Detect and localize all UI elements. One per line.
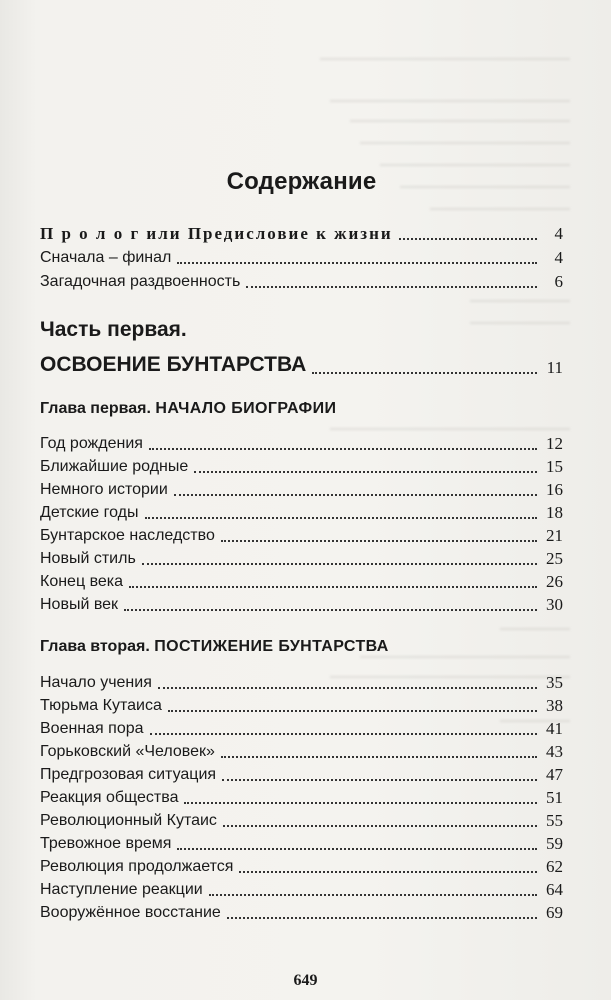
chapter-prefix: Глава вторая.	[40, 638, 150, 655]
toc-entry-page: 64	[546, 880, 563, 899]
leader-dots	[399, 238, 537, 240]
toc-entry-label: Наступление реакции	[40, 881, 203, 898]
toc-entry-page: 51	[546, 788, 563, 807]
toc-entry-page: 4	[554, 248, 563, 267]
toc-entry-label: П р о л о г или Предисловие к жизни	[40, 224, 393, 243]
toc-entry-page: 12	[546, 434, 563, 453]
leader-dots	[246, 286, 537, 288]
toc-entry-label: Вооружённое восстание	[40, 904, 221, 921]
leader-dots	[227, 917, 537, 919]
toc-entry	[40, 740, 563, 762]
toc-entry	[40, 671, 563, 693]
leader-dots	[129, 586, 537, 588]
toc-entry-label: Новый стиль	[40, 550, 136, 567]
toc-entry	[40, 786, 563, 808]
leader-dots	[239, 871, 537, 873]
toc-entry	[40, 270, 563, 292]
chapter-heading	[40, 400, 336, 418]
leader-dots	[222, 779, 537, 781]
toc-entry-page: 4	[554, 224, 563, 243]
part-heading-line2: ОСВОЕНИЕ БУНТАРСТВА	[40, 353, 307, 376]
toc-entry-label: Новый век	[40, 596, 119, 613]
toc-entry	[40, 246, 563, 268]
toc-entry-page: 62	[546, 857, 563, 876]
leader-dots	[184, 802, 537, 804]
toc-entry	[40, 717, 563, 739]
toc-entry	[40, 809, 563, 831]
toc-entry-page: 6	[554, 272, 563, 291]
toc-entry-page: 26	[546, 572, 563, 591]
toc-entry-label: Сначала – финал	[40, 249, 172, 266]
toc-entry-page: 41	[546, 719, 563, 738]
chapter-name: НАЧАЛО БИОГРАФИИ	[155, 400, 337, 417]
leader-dots	[168, 710, 537, 712]
toc-entry-label: Революция продолжается	[40, 858, 234, 875]
leader-dots	[150, 733, 537, 735]
page-title: Содержание	[226, 168, 377, 195]
toc-entry	[40, 855, 563, 877]
toc-entry	[40, 878, 563, 900]
toc-entry-label: Горьковский «Человек»	[40, 743, 215, 760]
toc-entry-page: 11	[546, 358, 563, 377]
leader-dots	[142, 563, 537, 565]
leader-dots	[221, 540, 537, 542]
toc-entry-prologue	[40, 222, 563, 244]
leader-dots	[312, 372, 537, 374]
toc-entry-label: Военная пора	[40, 720, 144, 737]
toc-entry-page: 35	[546, 673, 563, 692]
toc-entry	[40, 455, 563, 477]
toc-entry-label: Загадочная раздвоенность	[40, 273, 241, 290]
toc-entry-page: 69	[546, 903, 563, 922]
toc-entry-label: Тюрьма Кутаиса	[40, 697, 162, 714]
toc-entry-page: 47	[546, 765, 563, 784]
chapter-heading	[40, 638, 389, 656]
toc-entry	[40, 501, 563, 523]
leader-dots	[174, 494, 537, 496]
toc-entry-label: Начало учения	[40, 674, 152, 691]
toc-entry-page: 16	[546, 480, 563, 499]
toc-entry	[40, 763, 563, 785]
toc-entry-page: 21	[546, 526, 563, 545]
leader-dots	[209, 894, 537, 896]
toc-entry-label: Бунтарское наследство	[40, 527, 215, 544]
toc-entry	[40, 432, 563, 454]
leader-dots	[194, 471, 537, 473]
toc-entry	[40, 524, 563, 546]
toc-entry-label: Ближайшие родные	[40, 458, 189, 475]
toc-entry-page: 55	[546, 811, 563, 830]
leader-dots	[177, 262, 537, 264]
toc-entry-page: 25	[546, 549, 563, 568]
leader-dots	[223, 825, 537, 827]
toc-entry-page: 43	[546, 742, 563, 761]
toc-entry	[40, 593, 563, 615]
toc-entry	[40, 547, 563, 569]
toc-entry-label: Год рождения	[40, 435, 143, 452]
toc-entry-page: 38	[546, 696, 563, 715]
toc-entry-page: 18	[546, 503, 563, 522]
toc-entry	[40, 570, 563, 592]
leader-dots	[145, 517, 538, 519]
toc-entry-label: Революционный Кутаис	[40, 812, 217, 829]
leader-dots	[158, 687, 537, 689]
toc-entry-label: Конец века	[40, 573, 124, 590]
chapter-prefix: Глава первая.	[40, 400, 151, 417]
toc-entry-label: Немного истории	[40, 481, 168, 498]
toc-entry-page: 15	[546, 457, 563, 476]
toc-entry-label: Детские годы	[40, 504, 139, 521]
chapter-name: ПОСТИЖЕНИЕ БУНТАРСТВА	[154, 638, 389, 655]
toc-entry	[40, 901, 563, 923]
part-heading-line1: Часть первая.	[40, 318, 187, 341]
toc-entry	[40, 694, 563, 716]
toc-entry-label: Тревожное время	[40, 835, 172, 852]
toc-entry	[40, 832, 563, 854]
toc-entry-label: Реакция общества	[40, 789, 179, 806]
toc-entry-part-one	[40, 348, 563, 378]
toc-entry-page: 59	[546, 834, 563, 853]
toc-entry-label: Предгрозовая ситуация	[40, 766, 217, 783]
leader-dots	[124, 609, 537, 611]
page-number: 649	[293, 972, 318, 989]
toc-entry	[40, 478, 563, 500]
toc-entry-page: 30	[546, 595, 563, 614]
leader-dots	[221, 756, 537, 758]
leader-dots	[149, 448, 537, 450]
leader-dots	[177, 848, 537, 850]
